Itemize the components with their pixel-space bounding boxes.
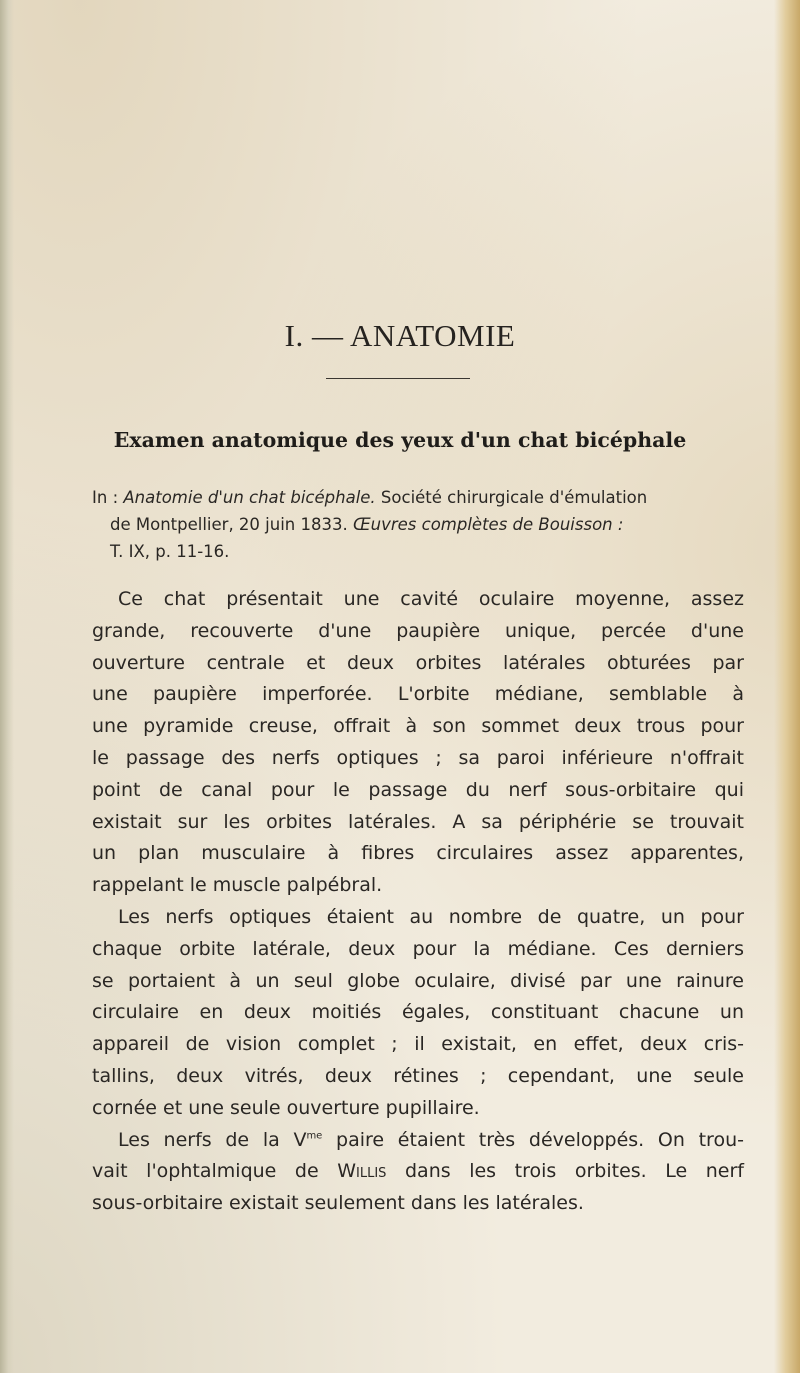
paragraph-2-line: chaque orbite latérale, deux pour la médiane. Ces derniers <box>92 937 744 960</box>
heading-divider <box>326 378 470 379</box>
citation-prefix: In : <box>92 488 124 507</box>
paragraph-2-line: se portaient à un seul globe oculaire, divisé par une rainure <box>92 969 744 992</box>
article-title: Examen anatomique des yeux d'un chat bicéphale <box>113 428 687 452</box>
page-right-edge <box>774 0 800 1373</box>
paragraph-2-line: Les nerfs optiques étaient au nombre de quatre, un pour <box>118 905 744 928</box>
paragraph-1-line: point de canal pour le passage du nerf sous-orbitaire qui <box>92 778 744 801</box>
citation-source-title: Anatomie d'un chat bicéphale. <box>123 488 376 507</box>
paragraph-1-line: grande, recouverte d'une paupière unique, percée d'une <box>92 619 744 642</box>
paragraph-1-line: ouverture centrale et deux orbites latérales obturées par <box>92 651 744 674</box>
paragraph-3-text: paire étaient très développés. On trou- <box>322 1128 744 1151</box>
paragraph-1-line: rappelant le muscle palpébral. <box>92 874 383 897</box>
citation-collection: Œuvres complètes de Bouisson : <box>352 515 624 534</box>
ordinal-superscript: me <box>306 1130 323 1142</box>
paragraph-1-line: Ce chat présentait une cavité oculaire moyenne, assez <box>118 588 744 610</box>
section-heading: I. — ANATOMIE <box>284 318 516 353</box>
paragraph-2-line: tallins, deux vitrés, deux rétines ; cependant, une seule <box>92 1064 744 1087</box>
citation-block <box>92 484 752 565</box>
paragraph-1-line: un plan musculaire à fibres circulaires assez apparentes, <box>92 842 744 865</box>
paragraph-2-line: cornée et une seule ouverture pupillaire. <box>92 1096 480 1119</box>
paragraph-1-line: une paupière imperforée. L'orbite médiane, semblable à <box>92 683 744 706</box>
paragraph-2-line: appareil de vision complet ; il existait, en effet, deux cris- <box>92 1033 744 1056</box>
paragraph-2-line: circulaire en deux moitiés égales, constituant chacune un <box>92 1001 744 1024</box>
paragraph-1-line: existait sur les orbites latérales. A sa périphérie se trouvait <box>92 810 744 833</box>
paragraph-3-line: sous-orbitaire existait seulement dans les latérales. <box>92 1192 584 1215</box>
page-left-edge <box>0 0 14 1373</box>
author-name-willis: Willis <box>337 1160 387 1183</box>
citation-place-date: de Montpellier, 20 juin 1833. <box>110 515 353 534</box>
citation-society: Société chirurgicale d'émulation <box>375 488 648 507</box>
body-text <box>92 584 744 1220</box>
paragraph-3-line <box>92 1156 744 1188</box>
paragraph-3-text: Les nerfs de la V <box>118 1128 307 1151</box>
citation-line-3: T. IX, p. 11-16. <box>110 542 230 561</box>
paragraph-3-text: vait l'ophtalmique de <box>92 1160 338 1183</box>
paragraph-3-line <box>92 1125 744 1157</box>
citation-line-2 <box>92 511 752 538</box>
citation-line-1 <box>92 484 752 511</box>
paragraph-1-line: une pyramide creuse, offrait à son sommet deux trous pour <box>92 715 744 738</box>
paragraph-1-line: le passage des nerfs optiques ; sa paroi inférieure n'offrait <box>92 746 744 769</box>
paragraph-3-text: dans les trois orbites. Le nerf <box>386 1160 744 1183</box>
